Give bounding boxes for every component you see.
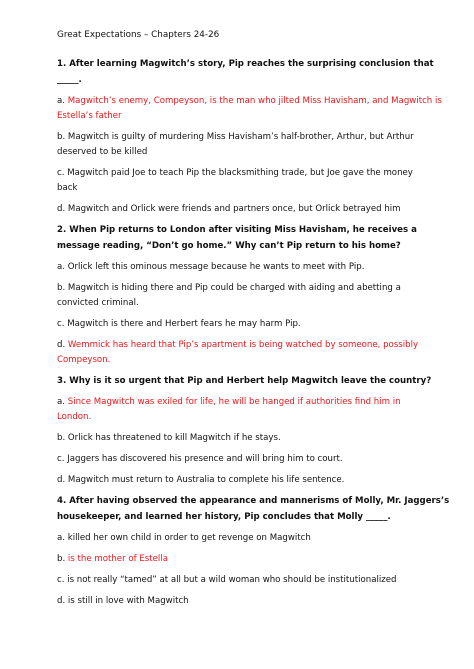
q2-option-b-line-2: convicted criminal.	[57, 298, 139, 308]
q2-option-d-prefix: d.	[57, 340, 68, 350]
q4-option-d: d. is still in love with Magwitch	[57, 596, 189, 606]
q2-option-c: c. Magwitch is there and Herbert fears he may harm Pip.	[57, 319, 301, 329]
q2-option-b-line-1: b. Magwitch is hiding there and Pip could be charged with aiding and abetting a	[57, 283, 401, 293]
q3-option-b: b. Orlick has threatened to kill Magwitch if he stays.	[57, 433, 281, 443]
q2-question-line-1: 2. When Pip returns to London after visiting Miss Havisham, he receives a	[57, 225, 417, 235]
q1-option-a	[57, 94, 442, 109]
q3-correct-answer-line-1: Since Magwitch was exiled for life, he will be hanged if authorities find him in	[67, 397, 401, 407]
q1-correct-answer-line-1: Magwitch’s enemy, Compeyson, is the man who jilted Miss Havisham, and Magwitch is	[67, 96, 442, 106]
q3-option-d: d. Magwitch must return to Australia to complete his life sentence.	[57, 475, 345, 485]
q1-option-a-prefix: a.	[57, 96, 68, 106]
q1-option-d: d. Magwitch and Orlick were friends and partners once, but Orlick betrayed him	[57, 204, 401, 214]
q1-option-b-line-2: deserved to be killed	[57, 147, 148, 157]
q4-question-line-2: housekeeper, and learned her history, Pip concludes that Molly _____.	[57, 512, 391, 522]
q1-question-line-1: 1. After learning Magwitch’s story, Pip reaches the surprising conclusion that	[57, 59, 434, 69]
q2-correct-answer-line-2: Compeyson.	[57, 355, 111, 365]
q3-option-c: c. Jaggers has discovered his presence and will bring him to court.	[57, 454, 343, 464]
q4-option-b	[57, 552, 427, 567]
q1-question-line-2: _____.	[57, 75, 82, 85]
q1-option-c-line-1: c. Magwitch paid Joe to teach Pip the blacksmithing trade, but Joe gave the money	[57, 168, 413, 178]
q1-option-c-line-2: back	[57, 183, 78, 193]
document-title: Great Expectations – Chapters 24-26	[57, 30, 220, 40]
q4-question-line-1: 4. After having observed the appearance and mannerisms of Molly, Mr. Jaggers’s	[57, 496, 450, 506]
q3-correct-answer-line-2: London.	[57, 412, 92, 422]
q2-question-line-2: message reading, “Don’t go home.” Why can’t Pip return to his home?	[57, 241, 401, 251]
q2-option-a: a. Orlick left this ominous message because he wants to meet with Pip.	[57, 262, 365, 272]
q3-option-a-prefix: a.	[57, 397, 68, 407]
q3-question: 3. Why is it so urgent that Pip and Herbert help Magwitch leave the country?	[57, 376, 432, 386]
q2-option-d	[57, 338, 427, 353]
q1-correct-answer-line-2: Estella’s father	[57, 111, 122, 121]
q4-correct-answer: is the mother of Estella	[67, 554, 168, 564]
q3-option-a	[57, 395, 427, 410]
q2-correct-answer-line-1: Wemmick has heard that Pip’s apartment is being watched by someone, possibly	[67, 340, 419, 350]
q4-option-b-prefix: b.	[57, 554, 68, 564]
q4-option-c: c. is not really “tamed” at all but a wild woman who should be institutionalized	[57, 575, 397, 585]
q1-option-b-line-1: b. Magwitch is guilty of murdering Miss Havisham’s half-brother, Arthur, but Arthur	[57, 132, 414, 142]
q4-option-a: a. killed her own child in order to get revenge on Magwitch	[57, 533, 311, 543]
